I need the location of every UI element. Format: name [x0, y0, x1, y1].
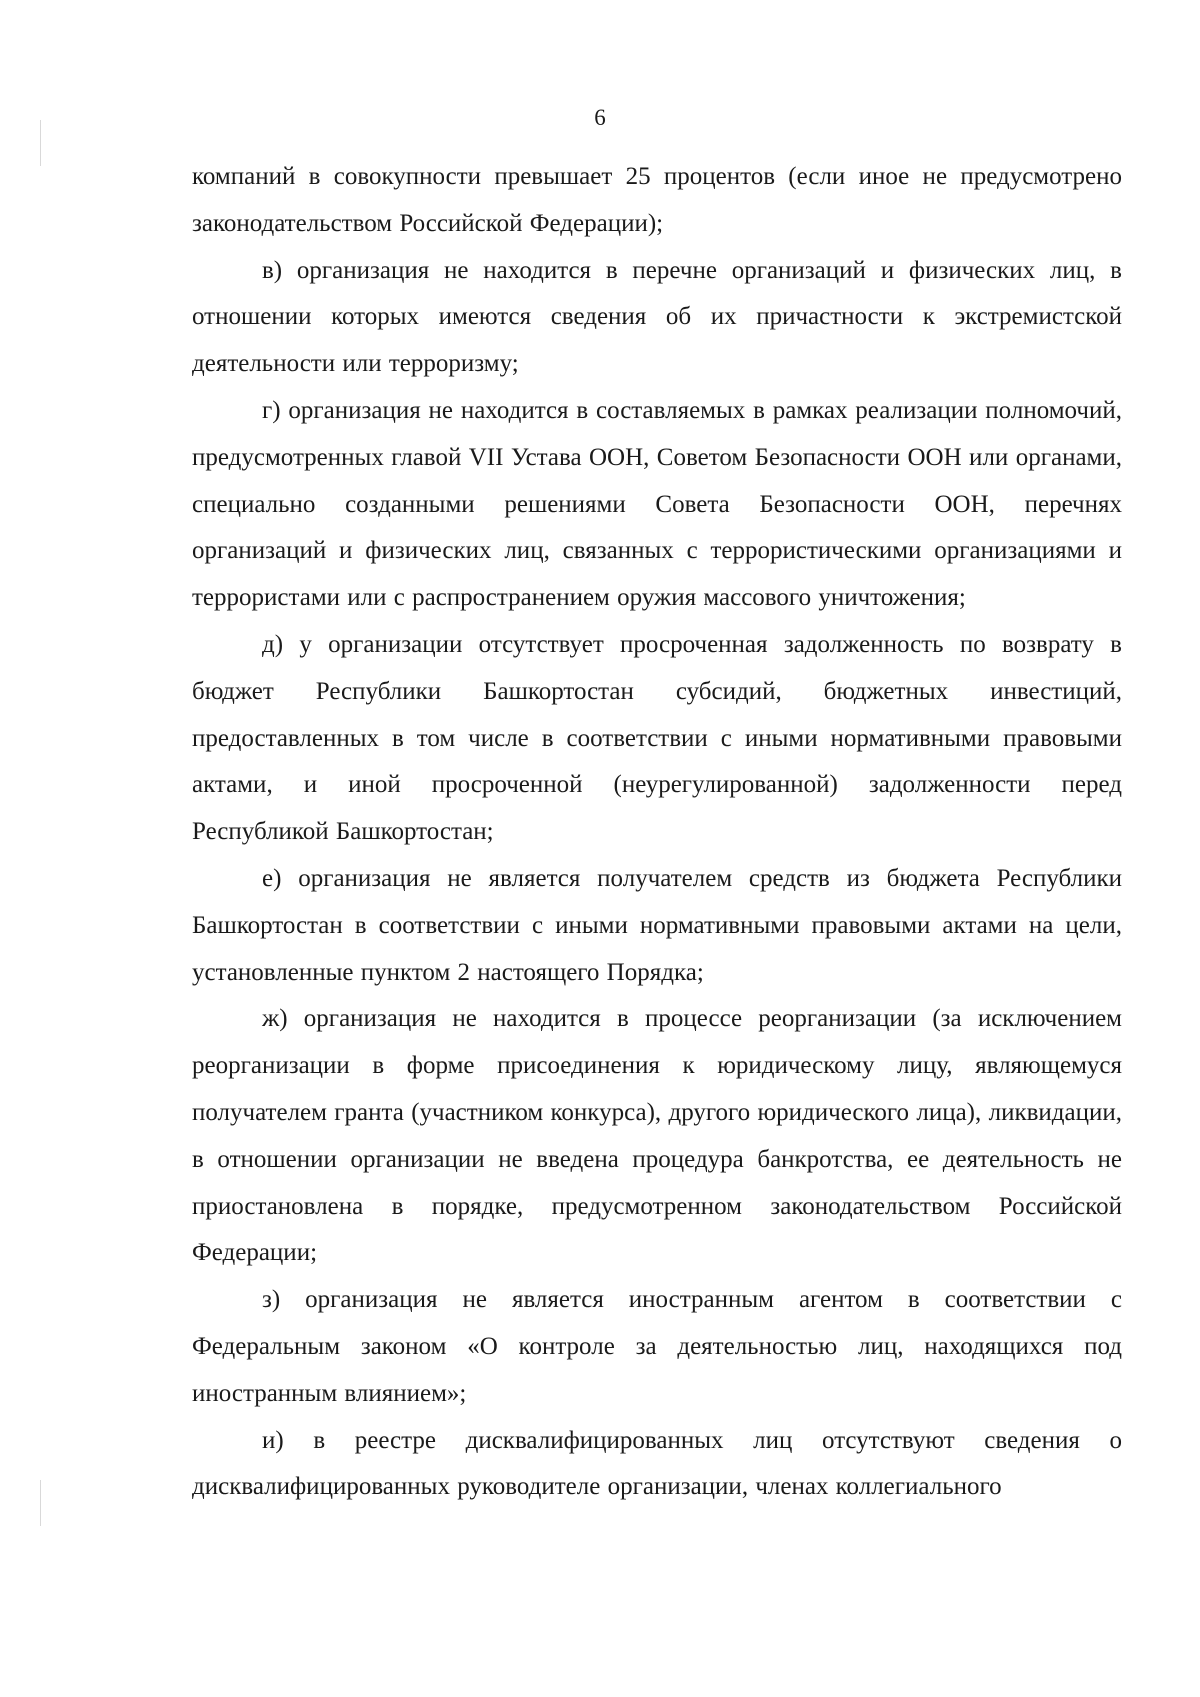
- page-number: 6: [594, 105, 606, 130]
- paragraph-item-zh: ж) организация не находится в процессе реорганизации (за исключением реорганизации в форме присоединения к юридическому лицу, являющемуся получателем гранта (участником конкурса), другого юридического лица), ликвидации, в отношении организации не введена процедура банкротства, ее деятельность не приостановлена в порядке, предусмотренном законодательством Российской Федерации;: [192, 1005, 1122, 1267]
- document-body: [192, 154, 1122, 1511]
- paragraph-continuation: компаний в совокупности превышает 25 процентов (если иное не предусмотрено законодательством Российской Федерации);: [192, 163, 1122, 237]
- scan-artifact: [40, 1480, 41, 1526]
- paragraph-item-i: и) в реестре дисквалифицированных лиц отсутствуют сведения о дисквалифицированных руководителе организации, членах коллегиального: [192, 1426, 1122, 1501]
- paragraph-item-d: д) у организации отсутствует просроченная задолженность по возврату в бюджет Республики Башкортостан субсидий, бюджетных инвестиций, предоставленных в том числе в соответствии с иными нормативными правовыми актами, и иной просроченной (неурегулированной) задолженности перед Республикой Башкортостан;: [192, 630, 1122, 846]
- paragraph-item-e: е) организация не является получателем средств из бюджета Республики Башкортостан в соответствии с иными нормативными правовыми актами на цели, установленные пунктом 2 настоящего Порядка;: [192, 864, 1122, 986]
- paragraph-item-g: г) организация не находится в составляемых в рамках реализации полномочий, предусмотренных главой VII Устава ООН, Советом Безопасности ООН или органами, специально созданными решениями Совета Безопасности ООН, перечнях организаций и физических лиц, связанных с террористическими организациями и террористами или с распространением оружия массового уничтожения;: [192, 396, 1122, 612]
- paragraph-item-z: з) организация не является иностранным агентом в соответствии с Федеральным законом «О контроле за деятельностью лиц, находящихся под иностранным влиянием»;: [192, 1286, 1122, 1407]
- scan-artifact: [40, 120, 41, 166]
- paragraph-item-v: в) организация не находится в перечне организаций и физических лиц, в отношении которых имеются сведения об их причастности к экстремистской деятельности или терроризму;: [192, 256, 1122, 378]
